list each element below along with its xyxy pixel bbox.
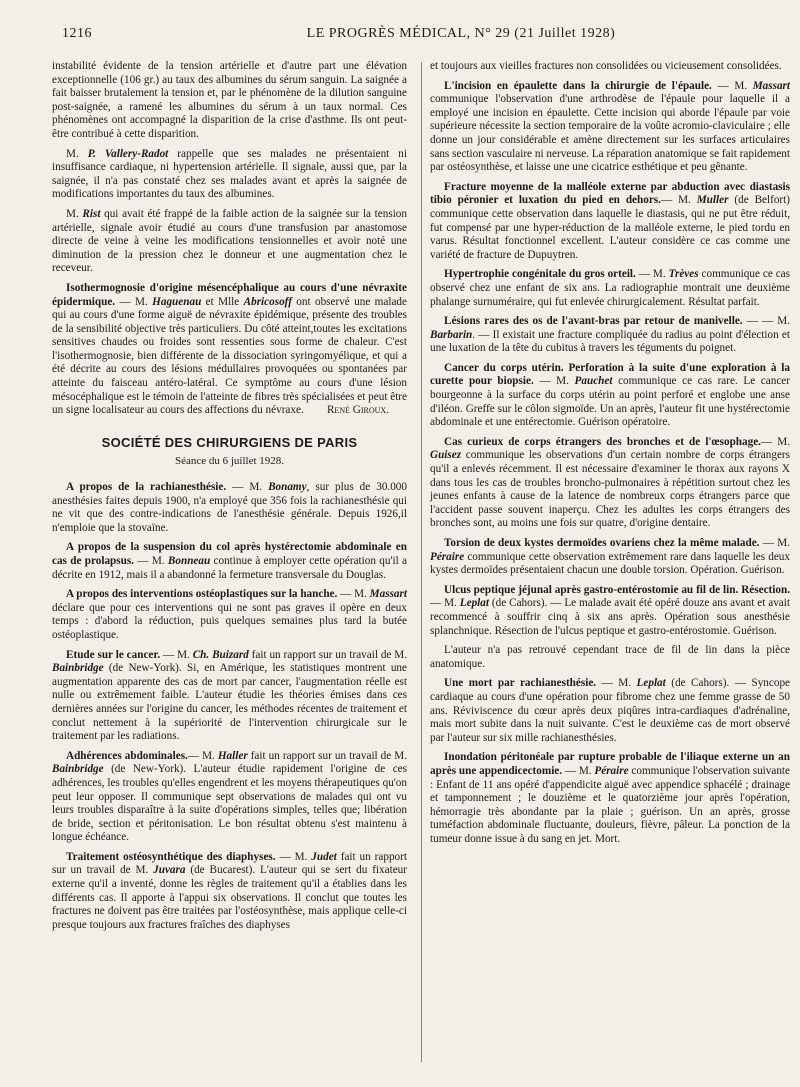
paragraph: Inondation péritonéale par rupture probable de l'iliaque externe un an après une appendicectomie. — M. Péraire communique l'observation suivante : Enfant de 11 ans opéré d'appendicite aiguë avec appendice sphacélé ; drainage et tamponnement ; le douzième et le quatorzième jour après l'opération, hémorragie très abondante par la plaie ; guérison. Un an après, grosse tuméfaction abdominale fluctuante, douleurs, fièvre, pâleur. La ponction de la tumeur donne issue à du sang en jet. Mort.: [430, 751, 790, 845]
column-divider: [421, 62, 422, 1062]
article-title: Cas curieux de corps étrangers des bronches et de l'œsophage.: [444, 435, 761, 448]
author-name: Leplat: [636, 677, 666, 690]
author-name: Bonneau: [167, 555, 211, 567]
paragraph: A propos des interventions ostéoplastiques sur la hanche. — M. Massart déclare que pour ces interventions qui ne sont pas graves il opère en deux temps : d'abord la réduction, puis quelques semaines plus tard la butée ostéoplastique.: [52, 588, 407, 641]
author-name: Bonamy: [268, 481, 307, 494]
signature: René Giroux.: [326, 404, 389, 417]
author-name: Judet: [311, 850, 337, 863]
article-title: Torsion de deux kystes dermoïdes ovariens chez la même malade.: [444, 537, 760, 549]
author-name: Péraire: [594, 764, 629, 777]
paragraph: instabilité évidente de la tension artérielle et d'autre part une élévation exceptionnelle (106 gr.) au taux des albumines du sérum sanguin. La saignée a fait baisser brutalement la tension et, par le phénomène de la dilution sanguine post-saignée, a ramené les albumines du sérum à un taux normal. Ces phénomènes ont accompagné la disparition de la crise d'asthme. Ils ont peut-être contribué à cette disparition.: [52, 60, 407, 140]
paragraph: Fracture moyenne de la malléole externe par abduction avec diastasis tibio péronier et luxation du pied en dehors.— M. Muller (de Belfort) communique cette observation dans laquelle le diastasis, qui ne put être réduit, fut compensé par une hyper-réduction de la malléole externe, le pied tordu en varus. Résultat fonctionnel excellent. L'auteur considère ce cas comme une variété de fracture de Dupuytren.: [430, 180, 790, 261]
author-name: Ch. Buizard: [192, 648, 249, 661]
article-title: Isothermognosie d'origine mésencéphalique au cours d'une névraxite épidermique.: [52, 281, 407, 308]
article-title: Hypertrophie congénitale du gros orteil.: [444, 268, 636, 281]
left-column: [52, 60, 407, 938]
author-name: Muller: [696, 194, 729, 207]
author-name: Bainbridge: [52, 662, 104, 675]
paragraph: Traitement ostéosynthétique des diaphyses. — M. Judet fait un rapport sur un travail de M. Juvara (de Bucarest). L'auteur qui se sert du fixateur externe qu'il a inventé, donne les règles de traitement qu'il a établies dans les différents cas. Il apporte à l'appui six observations. Il conclut que toutes les fractures ne doivent pas être traitées par l'ostéosynthèse, mais applique celle-ci presque toujours aux fractures fraîches des diaphyses: [52, 850, 407, 931]
author-name: Massart: [369, 588, 407, 601]
page-header: [62, 26, 760, 48]
paragraph: M. Rist qui avait été frappé de la faible action de la saignée sur la tension artérielle, signale avoir étudié au cours d'une transfusion par anastomose directe de veine à veine les modifications tensionnelles et avoir noté une diminution de la pression chez le donneur et une augmentation chez le receveur.: [52, 207, 407, 275]
article-title: A propos de la suspension du col après hystérectomie abdominale en cas de prolapsus.: [52, 541, 407, 567]
article-title: Cancer du corps utérin. Perforation à la suite d'une exploration à la curette pour biopsie.: [430, 361, 790, 388]
paragraph: L'auteur n'a pas retrouvé cependant trace de fil de lin dans la pièce anatomique.: [430, 644, 790, 670]
author-name: Barbarin: [430, 328, 473, 341]
right-column: [430, 60, 790, 852]
article-title: A propos des interventions ostéoplastiques sur la hanche.: [66, 588, 338, 601]
author-name: Rist: [82, 207, 101, 220]
author-name: Abricosoff: [243, 295, 292, 308]
paragraph: A propos de la suspension du col après hystérectomie abdominale en cas de prolapsus. — M. Bonneau continue à employer cette opération qu'il a décrite en 1912, mais il a abandonné la fermeture transversale du Douglas.: [52, 541, 407, 581]
paragraph: et toujours aux vieilles fractures non consolidées ou vicieusement consolidées.: [430, 60, 782, 72]
paragraph: Etude sur le cancer. — M. Ch. Buizard fait un rapport sur un travail de M. Bainbridge (de New-York). Si, en Amérique, les statistiques montrent une augmentation apparente des cas de mort par cancer, l'augmentation réelle est nulle ou extrêmement faible. L'auteur étudie les théories émises dans ces dernières années sur l'origine du cancer, les méthodes récentes de traitement et conclut nettement à la supériorité de l'intervention chirurgicale sur le traitement par les radiations.: [52, 648, 408, 743]
session-date: Séance du 6 juillet 1928.: [174, 455, 285, 468]
paragraph: Cancer du corps utérin. Perforation à la suite d'une exploration à la curette pour biopsie. — M. Pauchet communique ce cas rare. Le cancer bourgeonne à la surface du corps utérin au point perforé et englobe une anse d'iléon. Greffe sur le côlon sigmoïde. Un an après, l'auteur fit une hystérectomie abdominale et une entérectomie. Guérison opératoire.: [430, 361, 790, 429]
paragraph: Adhérences abdominales.— M. Haller fait un rapport sur un travail de M. Bainbridge (de New-York). L'auteur étudie rapidement l'origine de ces adhérences, les troubles qu'elles engendrent et les moyens thérapeutiques qu'on peut leur opposer. Il communique sept observations de malades qui ont vu leurs troubles disparaître à la suite d'opérations simples, telles que; libération de bride, section et péritonisation. Le bon résultat obtenu s'est maintenu à longue échéance.: [52, 749, 408, 844]
paragraph: Hypertrophie congénitale du gros orteil. — M. Trèves communique ce cas observé chez une enfant de six ans. La radiographie montrait une deuxième phalange surnuméraire, qui fut enlevée chirurgicalement. Résultat parfait.: [430, 268, 791, 308]
article-title: L'incision en épaulette dans la chirurgie de l'épaule.: [444, 79, 712, 92]
paragraph: M. P. Vallery-Radot rappelle que ses malades ne présentaient ni insuffisance cardiaque, ni hypertension artérielle. Il signale, aussi que, par la saignée, il n'a pas constaté chez ses malades avant et après la saignée de modifications importantes du taux des albumines.: [52, 147, 407, 201]
paragraph: Ulcus peptique jéjunal après gastro-entérostomie au fil de lin. Résection. — M. Leplat (de Cahors). — Le malade avait été opéré douze ans avant et avait recommencé à souffrir cinq à six ans après. Opération sous anesthésie splanchnique. Résection de l'ulcus peptique et gastro-entérostomie. Guérison.: [430, 583, 790, 637]
author-name: Massart: [752, 79, 791, 92]
article-title: Etude sur le cancer.: [66, 648, 161, 661]
article-title: Fracture moyenne de la malléole externe par abduction avec diastasis tibio péronier et luxation du pied en dehors.: [430, 180, 790, 207]
article-title: Lésions rares des os de l'avant-bras par retour de manivelle.: [444, 315, 743, 328]
journal-title: LE PROGRÈS MÉDICAL, N° 29 (21 Juillet 1928): [306, 26, 616, 41]
article-title: Traitement ostéosynthétique des diaphyses.: [66, 850, 276, 863]
article-title: A propos de la rachianesthésie.: [66, 481, 227, 494]
author-name: Haller: [217, 749, 248, 762]
author-name: Trèves: [668, 268, 699, 281]
author-name: Juvara: [153, 864, 186, 877]
author-name: P. Vallery-Radot: [87, 147, 169, 160]
article-title: Ulcus peptique jéjunal après gastro-entérostomie au fil de lin. Résection.: [444, 583, 790, 596]
page-number: 1216: [62, 26, 92, 41]
article-title: Inondation péritonéale par rupture probable de l'iliaque externe un an après une appendicectomie.: [430, 751, 790, 777]
paragraph: Torsion de deux kystes dermoïdes ovariens chez la même malade. — M. Péraire communique cette observation extrêmement rare dans laquelle les deux kystes dermoïdes présentaient chacun une double torsion. Opération. Guérison.: [430, 537, 790, 577]
paragraph: Cas curieux de corps étrangers des bronches et de l'œsophage.— M. Guisez communique les observations d'un certain nombre de corps étrangers qu'il a enlevés récemment. Il est nécessaire d'examiner le thorax aux rayons X dans tous les cas de troubles broncho-pulmonaires à répétition surtout chez les jeunes enfants à cause de la latence de nombreux corps étrangers parce que l'accident passe souvent inaperçu. Chez les adultes les corps étrangers des bronches sont, au moins une fois sur quatre, d'origine dentaire.: [430, 435, 790, 530]
author-name: Haguenau: [152, 295, 202, 308]
author-name: Pauchet: [574, 375, 613, 388]
article-title: Adhérences abdominales.: [66, 749, 188, 762]
author-name: Péraire: [430, 550, 465, 563]
article-title: Une mort par rachianesthésie.: [444, 677, 597, 690]
author-name: Leplat: [459, 597, 489, 610]
paragraph: A propos de la rachianesthésie. — M. Bonamy, sur plus de 30.000 anesthésies faites depuis 1900, n'a employé que 356 fois la rachianesthésie qui ne vit que des contre-indications de l'anesthésie générale. Depuis 1926,il n'emploie que la stovaïne.: [52, 481, 407, 534]
paragraph: L'incision en épaulette dans la chirurgie de l'épaule. — M. Massart communique l'observation d'une arthrodèse de l'épaule pour laquelle il a employé une incision en épaulette. Cette incision qui aborde l'épaule par voie supérieure nécessite la section temporaire de la voûte acromio-claviculaire ; elle donne un jour considérable et amène directement sur les surfaces articulaires sans section vasculaire ni nerveuse. La réparation anatomique se fait rapidement par ostéosynthèse, et laisse une une cicatrice esthétique et peu gênante.: [430, 79, 791, 174]
paragraph: Une mort par rachianesthésie. — M. Leplat (de Cahors). — Syncope cardiaque au cours d'une opération pour fibrome chez une femme grasse de 50 ans. Réviviscence du cœur après deux piqûres intra-cardiaques d'adrénaline, mais mort subite dans la nuit suivante. C'est le deuxième cas de mort observé par l'auteur sur six mille rachianesthésies.: [430, 677, 791, 744]
society-heading: SOCIÉTÉ DES CHIRURGIENS DE PARIS: [101, 434, 358, 450]
paragraph: Isothermognosie d'origine mésencéphalique au cours d'une névraxite épidermique. — M. Haguenau et Mlle Abricosoff ont observé une malade qui au cours d'une forme aiguë de névraxite épidémique, présente des troubles de la sensibilité objective très particuliers. Du côté atteint,toutes les excitations sensitives chaudes ou froides sont ressenties sous forme de chaleur. C'est l'isothermognosie, bien différente de la dissociation syringomyélique, et qui a été décrite au cours des lésions médullaires provoquées ou spontanées par atteinte du faisceau antéro-latéral. Ce symptôme au cours d'une lésion mésocéphalique est le témoin de l'atteinte de fibres très spécialisées et peut être un signe localisateur au cours des affections du névraxe. René Giroux.: [52, 281, 407, 417]
author-name: Bainbridge: [52, 763, 104, 776]
paragraph: Lésions rares des os de l'avant-bras par retour de manivelle. — — M. Barbarin. — Il existait une fracture compliquée du radius au point d'élection et une luxation de la tête du cubitus à travers les téguments du poignet.: [430, 315, 791, 355]
author-name: Guisez: [430, 449, 462, 462]
